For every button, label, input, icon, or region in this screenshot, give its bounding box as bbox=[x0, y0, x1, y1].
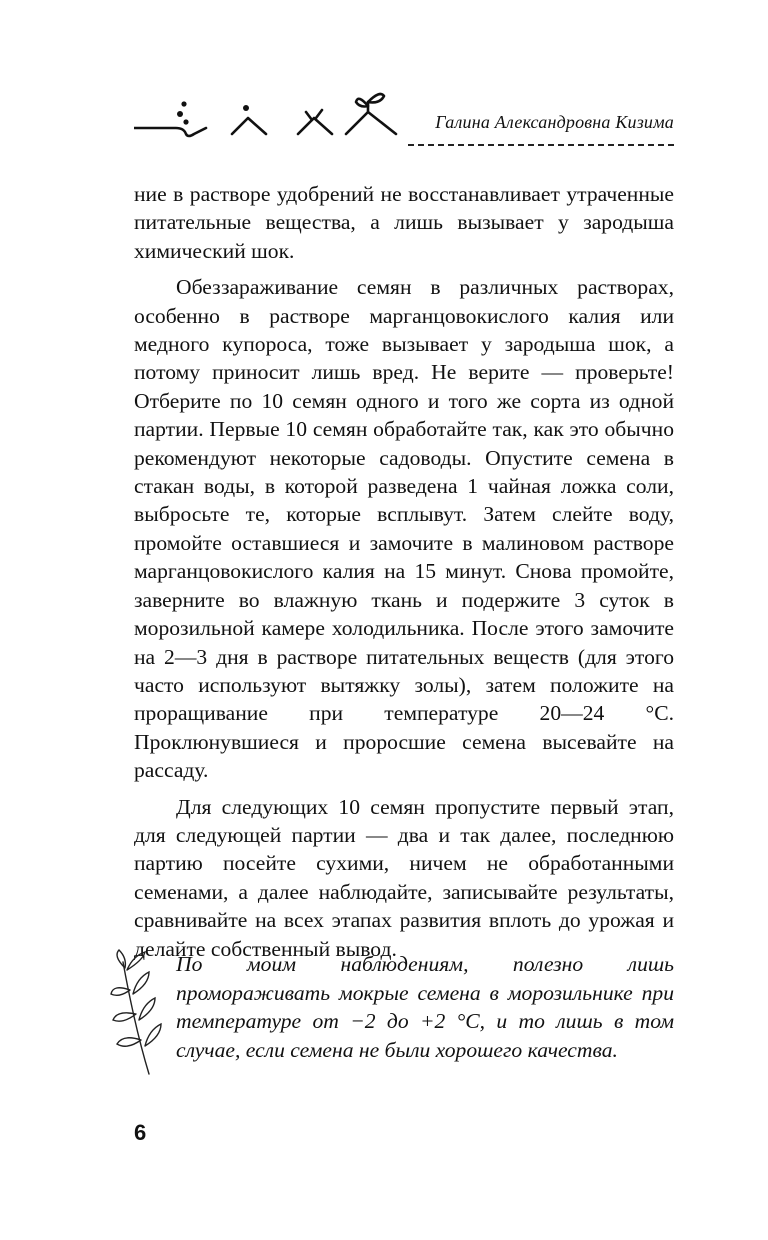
leaf-branch-icon bbox=[105, 948, 165, 1078]
sprouting-seeds-icon bbox=[134, 88, 404, 148]
author-name: Галина Александровна Кизима bbox=[435, 112, 674, 132]
paragraph-3: Для следующих 10 семян пропустите первый этап, для следующей партии — два и так далее, последнюю партию посейте сухими, ничем не обработанными семенами, а далее наблюдайте, записывайте результаты, сравнивайте на всех этапах развития вплоть до урожая и делайте собственный вывод. bbox=[134, 794, 674, 961]
main-text bbox=[134, 180, 674, 971]
paragraph-1: ние в растворе удобрений не восстанавливает утраченные питательные вещества, а лишь вызывает у зародыша химический шок. bbox=[134, 182, 674, 263]
paragraph-2: Обеззараживание семян в различных растворах, особенно в растворе марганцовокислого калия или медного купороса, тоже вызывает у зародыша шок, а потому приносит лишь вред. Не верите — проверьте! Отберите по 10 семян одного и того же сорта из одной партии. Первые 10 семян обработайте так, как это обычно рекомендуют некоторые садоводы. Опустите семена в стакан воды, в которой разведена 1 чайная ложка соли, выбросьте те, которые всплывут. Затем слейте воду, промойте оставшиеся и замочите в малиновом растворе марганцовокислого калия на 15 минут. Снова промойте, заверните во влажную ткань и подержите 3 суток в морозильной камере холодильника. После этого замочите на 2—3 дня в растворе питательных веществ (для этого часто используют вытяжку золы), затем положите на проращивание при температуре 20—24 °С. Проклюнувшиеся и проросшие семена высевайте на рассаду. bbox=[134, 275, 674, 783]
header-dashed-rule bbox=[408, 144, 674, 146]
author-note: По моим наблюдениям, полезно лишь промораживать мокрые семена в морозильнике при температуре от −2 до +2 °С, и то лишь в том случае, если семена не были хорошего качества. bbox=[176, 952, 674, 1062]
running-header bbox=[134, 88, 674, 148]
page-number: 6 bbox=[134, 1120, 147, 1145]
